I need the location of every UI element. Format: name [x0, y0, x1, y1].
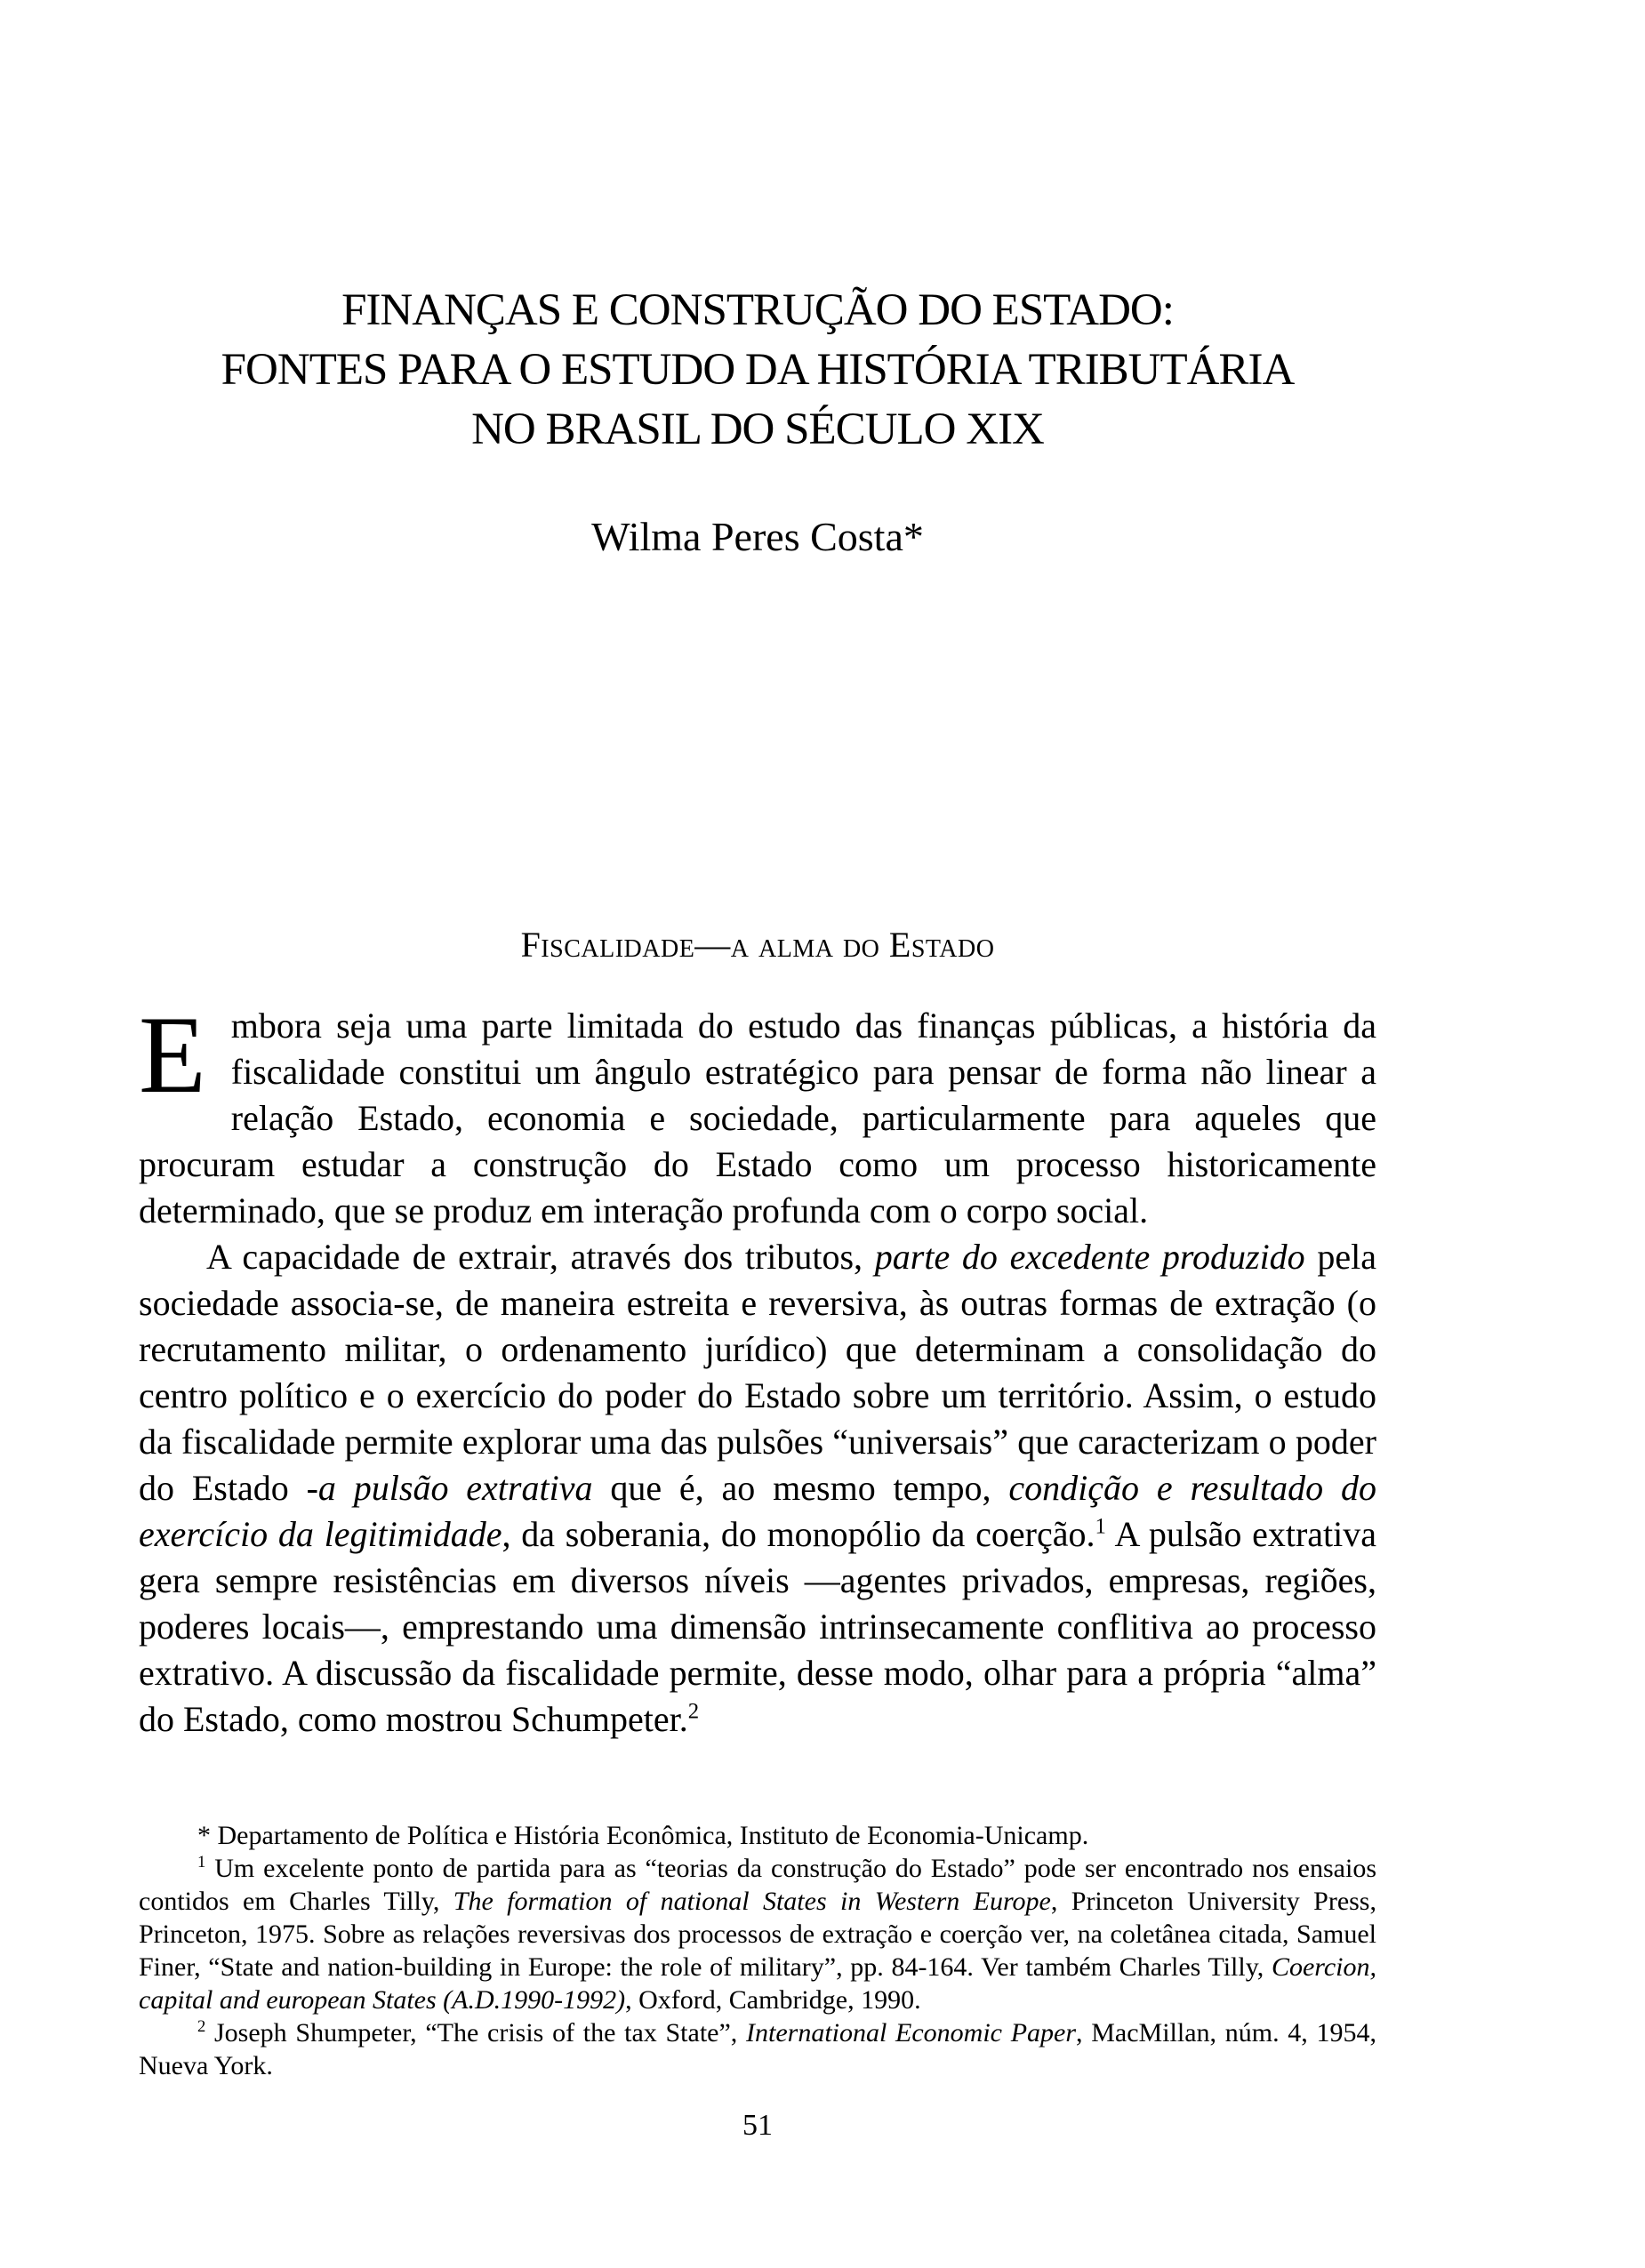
title-line-3: NO BRASIL DO SÉCULO XIX	[471, 405, 1044, 454]
page-number: 51	[742, 2109, 773, 2142]
section-heading: Fiscalidade—a alma do Estado	[520, 925, 995, 965]
footnote-1: $^1$ Um excelente ponto de partida para as “teorias da construção do Estado” pode ser encontrado nos ensaios contidos em Charles Tilly, The formation of national States in Western Europe, Princeton University Press, Princeton, 1975. Sobre as relações reversivas dos processos de extração e coerção ver, na coletânea citada, Samuel Finer, “State and nation-building in Europe: the role of military”, pp. 84-164. Ver também Charles Tilly, Coercion, capital and european States (A.D.1990-1992), Oxford, Cambridge, 1990.	[139, 1853, 1376, 2015]
title-line-1: FINANÇAS E CONSTRUÇÃO DO ESTADO:	[341, 285, 1174, 335]
article-title	[139, 281, 1376, 460]
article-body	[139, 994, 1377, 1743]
paragraph-intro-text: mbora seja uma parte limitada do estudo das finanças públicas, a história da fiscalidade constitui um ângulo estratégico para pensar de forma não linear a relação Estado, economia e sociedade, particularmente para aqueles que procuram estudar a construção do Estado como um processo historicamente determinado, que se produz em interação profunda com o corpo social.	[139, 1006, 1376, 1230]
paragraph-extraction: A capacidade de extrair, através dos tributos, parte do excedente produzido pela sociedade associa-se, de maneira estreita e reversiva, às outras formas de extração (o recrutamento militar, o ordenamento jurídico) que determinam a consolidação do centro político e o exercício do poder do Estado sobre um território. Assim, o estudo da fiscalidade permite explorar uma das pulsões “universais” que caracterizam o poder do Estado -a pulsão extrativa que é, ao mesmo tempo, condição e resultado do exercício da legitimidade, da soberania, do monopólio da coerção.$^1$ A pulsão extrativa gera sempre resistências em diversos níveis —agentes privados, empresas, regiões, poderes locais—, emprestando uma dimensão intrinsecamente conflitiva ao processo extrativo. A discussão da fiscalidade permite, desse modo, olhar para a própria “alma” do Estado, como mostrou Schumpeter.$^2$	[139, 1237, 1377, 1739]
footnote-2: $^2$ Joseph Shumpeter, “The crisis of the tax State”, International Economic Paper, MacMillan, núm. 4, 1954, Nueva York.	[139, 2017, 1377, 2080]
footnote-affiliation: * Departamento de Política e História Econômica, Instituto de Economia-Unicamp.	[197, 1821, 1089, 1850]
author-byline: Wilma Peres Costa*	[591, 514, 924, 559]
paragraph-intro	[139, 994, 1376, 1234]
footnotes-block	[139, 1819, 1376, 2082]
title-line-2: FONTES PARA O ESTUDO DA HISTÓRIA TRIBUTÁRIA	[221, 345, 1295, 395]
drop-cap: E	[139, 994, 206, 1116]
